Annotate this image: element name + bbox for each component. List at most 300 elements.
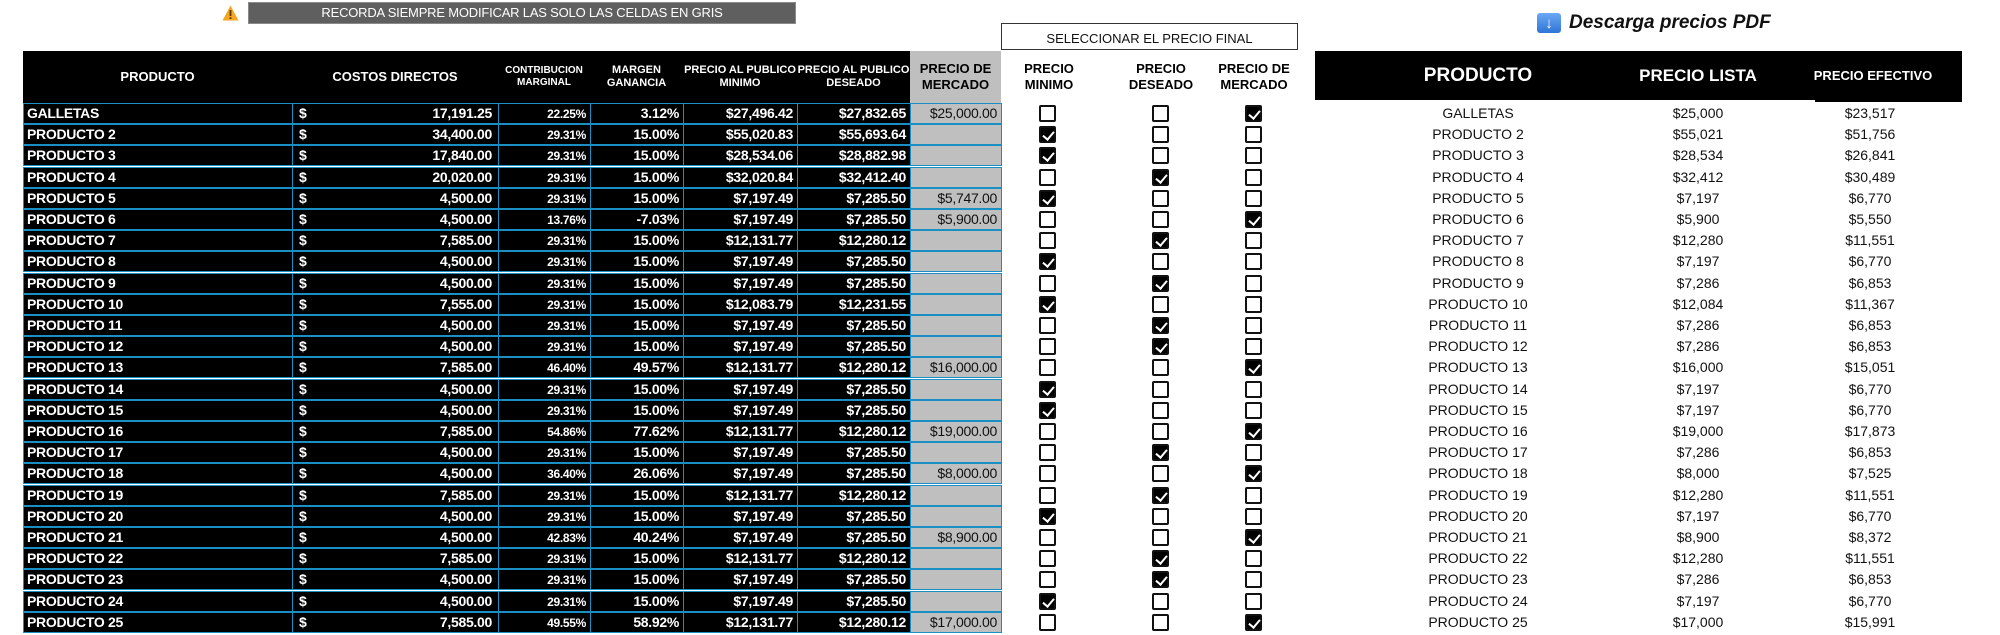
cell-producto: PRODUCTO 9	[23, 273, 293, 294]
price-list-precio-lista: $12,280	[1672, 486, 1724, 503]
price-list-producto: PRODUCTO 5	[1432, 189, 1524, 206]
select-final-price-title: SELECCIONAR EL PRECIO FINAL	[1001, 23, 1298, 50]
cost-amount: 4,500.00	[439, 211, 492, 227]
cell-precio-deseado: $7,285.50	[797, 251, 911, 272]
cell-producto: PRODUCTO 12	[23, 336, 293, 357]
cost-amount: 17,840.00	[432, 147, 492, 164]
price-list-precio-efectivo: $6,853	[1848, 317, 1892, 333]
cell-precio-deseado: $12,280.12	[797, 485, 911, 506]
price-list-producto: PRODUCTO 6	[1432, 211, 1524, 227]
currency-symbol: $	[299, 105, 307, 121]
currency-symbol: $	[299, 189, 307, 206]
price-list-precio-lista: $12,280	[1672, 232, 1724, 249]
cell-contribucion: 29.31%	[498, 336, 591, 357]
price-list-precio-efectivo: $6,770	[1848, 401, 1892, 418]
cost-amount: 7,585.00	[439, 423, 492, 439]
cell-producto: GALLETAS	[23, 103, 293, 124]
cell-producto: PRODUCTO 17	[23, 442, 293, 463]
price-list-row	[0, 273, 2000, 294]
price-list-producto: PRODUCTO 11	[1428, 317, 1528, 333]
cell-precio-mercado[interactable]: $8,000.00	[910, 463, 1002, 484]
price-list-row	[0, 485, 2000, 506]
cell-precio-deseado: $7,285.50	[797, 463, 911, 484]
cell-contribucion: 36.40%	[498, 463, 591, 484]
cell-precio-deseado: $12,280.12	[797, 230, 911, 251]
cell-margen: 3.12%	[590, 103, 684, 124]
price-list-precio-efectivo: $6,770	[1848, 189, 1892, 206]
header-sel-precio-minimo: PRECIO MINIMO	[1024, 61, 1074, 92]
cell-contribucion: 29.31%	[498, 485, 591, 506]
price-list-row	[0, 251, 2000, 272]
price-list-row	[0, 188, 2000, 209]
cell-precio-deseado: $7,285.50	[797, 336, 911, 357]
cell-precio-minimo: $12,083.79	[683, 294, 798, 315]
price-list-row	[0, 463, 2000, 484]
cell-producto: PRODUCTO 7	[23, 230, 293, 251]
price-list-row	[0, 527, 2000, 548]
cell-contribucion: 13.76%	[498, 209, 591, 230]
price-list-precio-efectivo: $6,853	[1848, 338, 1892, 355]
cell-contribucion: 29.31%	[498, 569, 591, 590]
price-list-producto: PRODUCTO 8	[1432, 253, 1524, 270]
price-list-producto: PRODUCTO 16	[1428, 423, 1528, 439]
cell-margen: 15.00%	[590, 251, 684, 272]
price-list-precio-efectivo: $8,372	[1848, 529, 1892, 545]
price-list-precio-lista: $7,197	[1676, 189, 1720, 206]
price-list-row	[0, 379, 2000, 400]
price-list-row	[0, 591, 2000, 612]
header-sel-precio-mercado: PRECIO DE MERCADO	[1218, 61, 1290, 92]
cell-producto: PRODUCTO 2	[23, 124, 293, 145]
cell-precio-deseado: $7,285.50	[797, 506, 911, 527]
price-list-precio-lista: $7,197	[1676, 401, 1720, 418]
cell-margen: 15.00%	[590, 548, 684, 569]
cell-precio-deseado: $32,412.40	[797, 167, 911, 188]
cell-producto: PRODUCTO 16	[23, 421, 293, 442]
cell-producto: PRODUCTO 24	[23, 591, 293, 612]
cost-amount: 7,585.00	[439, 613, 492, 630]
cost-amount: 7,585.00	[439, 232, 492, 249]
cell-precio-minimo: $7,197.49	[683, 527, 798, 548]
header-margen-ganancia: MARGEN GANANCIA	[606, 63, 667, 89]
price-list-precio-efectivo: $30,489	[1844, 168, 1896, 185]
price-list-producto: PRODUCTO 24	[1428, 592, 1528, 609]
cell-precio-deseado: $55,693.64	[797, 124, 911, 145]
currency-symbol: $	[299, 401, 307, 418]
price-list-producto: PRODUCTO 12	[1428, 338, 1528, 355]
price-list-precio-lista: $19,000	[1672, 423, 1724, 439]
cell-precio-deseado: $12,280.12	[797, 357, 911, 378]
price-list-precio-efectivo: $6,853	[1848, 444, 1892, 461]
cell-margen: -7.03%	[590, 209, 684, 230]
price-list-producto: PRODUCTO 20	[1428, 507, 1528, 524]
cell-precio-minimo: $7,197.49	[683, 188, 798, 209]
cost-amount: 34,400.00	[432, 126, 492, 143]
cell-precio-minimo: $32,020.84	[683, 167, 798, 188]
cost-amount: 4,500.00	[439, 380, 492, 397]
cell-precio-deseado: $12,231.55	[797, 294, 911, 315]
price-list-row	[0, 442, 2000, 463]
price-list-precio-lista: $7,197	[1676, 380, 1720, 397]
cell-contribucion: 29.31%	[498, 294, 591, 315]
cell-margen: 15.00%	[590, 188, 684, 209]
price-list-row	[0, 294, 2000, 315]
cost-amount: 4,500.00	[439, 592, 492, 609]
cell-contribucion: 54.86%	[498, 421, 591, 442]
price-list-row	[0, 230, 2000, 251]
currency-symbol: $	[299, 338, 307, 355]
cell-producto: PRODUCTO 6	[23, 209, 293, 230]
cell-contribucion: 29.31%	[498, 442, 591, 463]
cell-producto: PRODUCTO 18	[23, 463, 293, 484]
price-list-row	[0, 612, 2000, 633]
cell-margen: 15.00%	[590, 442, 684, 463]
price-list-producto: PRODUCTO 9	[1432, 274, 1524, 291]
price-list-precio-lista: $7,197	[1676, 253, 1720, 270]
price-list-precio-lista: $17,000	[1672, 613, 1724, 630]
price-list-precio-efectivo: $11,551	[1845, 486, 1895, 503]
cell-precio-minimo: $7,197.49	[683, 506, 798, 527]
price-list-precio-efectivo: $11,367	[1845, 295, 1895, 312]
price-list-row	[0, 315, 2000, 336]
cell-precio-deseado: $7,285.50	[797, 273, 911, 294]
cell-precio-deseado: $28,882.98	[797, 145, 911, 166]
cost-amount: 17,191.25	[432, 105, 492, 121]
cell-producto: PRODUCTO 5	[23, 188, 293, 209]
cell-precio-minimo: $7,197.49	[683, 273, 798, 294]
price-list-precio-lista: $5,900	[1676, 211, 1720, 227]
cell-precio-deseado: $7,285.50	[797, 442, 911, 463]
cell-precio-mercado[interactable]: $19,000.00	[910, 421, 1002, 442]
header-sel-precio-deseado: PRECIO DESEADO	[1128, 61, 1194, 92]
header-contribucion-marginal: CONTRIBUCION MARGINAL	[505, 65, 583, 88]
price-list-row	[0, 548, 2000, 569]
warning-triangle-icon	[222, 5, 239, 21]
cell-precio-mercado[interactable]: $17,000.00	[910, 612, 1002, 633]
currency-symbol: $	[299, 444, 307, 461]
cost-amount: 4,500.00	[439, 317, 492, 333]
cell-precio-deseado: $7,285.50	[797, 379, 911, 400]
price-list-precio-efectivo: $6,770	[1848, 380, 1892, 397]
price-list-row	[0, 124, 2000, 145]
cell-precio-minimo: $7,197.49	[683, 251, 798, 272]
currency-symbol: $	[299, 571, 307, 588]
cell-contribucion: 29.31%	[498, 124, 591, 145]
cell-producto: PRODUCTO 3	[23, 145, 293, 166]
cell-precio-minimo: $55,020.83	[683, 124, 798, 145]
cell-precio-deseado: $12,280.12	[797, 612, 911, 633]
cell-contribucion: 29.31%	[498, 506, 591, 527]
cell-margen: 77.62%	[590, 421, 684, 442]
price-list-row	[0, 400, 2000, 421]
price-list-producto: PRODUCTO 2	[1432, 126, 1524, 143]
cell-precio-minimo: $12,131.77	[683, 357, 798, 378]
cell-contribucion: 42.83%	[498, 527, 591, 548]
warning-banner: RECORDA SIEMPRE MODIFICAR LAS SOLO LAS CELDAS EN GRIS	[248, 2, 796, 24]
currency-symbol: $	[299, 465, 307, 482]
cell-precio-minimo: $27,496.42	[683, 103, 798, 124]
price-list-precio-efectivo: $6,770	[1848, 253, 1892, 270]
cell-margen: 15.00%	[590, 294, 684, 315]
cell-precio-deseado: $12,280.12	[797, 548, 911, 569]
header-precio-publico-deseado: PRECIO AL PUBLICO DESEADO	[797, 63, 910, 89]
price-list-precio-lista: $7,197	[1676, 507, 1720, 524]
currency-symbol: $	[299, 232, 307, 249]
cell-precio-deseado: $7,285.50	[797, 209, 911, 230]
cost-amount: 4,500.00	[439, 529, 492, 545]
header-precio-mercado: PRECIO DE MERCADO	[910, 51, 1001, 103]
currency-symbol: $	[299, 359, 307, 376]
price-list-header-precio-efectivo: PRECIO EFECTIVO	[1813, 68, 1933, 83]
cell-contribucion: 29.31%	[498, 188, 591, 209]
price-list-precio-efectivo: $15,051	[1844, 359, 1896, 376]
cell-producto: PRODUCTO 25	[23, 612, 293, 633]
price-list-producto: GALLETAS	[1442, 105, 1514, 121]
price-list-producto: PRODUCTO 4	[1432, 168, 1524, 185]
price-list-precio-efectivo: $5,550	[1848, 211, 1892, 227]
price-list-precio-lista: $7,197	[1676, 592, 1720, 609]
price-list-producto: PRODUCTO 19	[1428, 486, 1528, 503]
cell-precio-mercado[interactable]: $16,000.00	[910, 357, 1002, 378]
cell-contribucion: 29.31%	[498, 379, 591, 400]
cell-precio-minimo: $28,534.06	[683, 145, 798, 166]
cell-precio-deseado: $7,285.50	[797, 591, 911, 612]
cell-producto: PRODUCTO 14	[23, 379, 293, 400]
cell-precio-deseado: $12,280.12	[797, 421, 911, 442]
currency-symbol: $	[299, 274, 307, 291]
cell-margen: 15.00%	[590, 506, 684, 527]
cell-precio-minimo: $7,197.49	[683, 463, 798, 484]
currency-symbol: $	[299, 168, 307, 185]
cell-precio-deseado: $7,285.50	[797, 569, 911, 590]
currency-symbol: $	[299, 317, 307, 333]
cost-amount: 4,500.00	[439, 274, 492, 291]
cell-producto: PRODUCTO 23	[23, 569, 293, 590]
cell-contribucion: 29.31%	[498, 273, 591, 294]
cell-precio-minimo: $12,131.77	[683, 612, 798, 633]
cell-margen: 15.00%	[590, 485, 684, 506]
price-list-precio-lista: $7,286	[1676, 338, 1720, 355]
cell-precio-mercado[interactable]: $8,900.00	[910, 527, 1002, 548]
price-list-producto: PRODUCTO 7	[1432, 232, 1524, 249]
price-list-row	[0, 103, 2000, 124]
price-list-precio-lista: $7,286	[1676, 571, 1720, 588]
price-list-producto: PRODUCTO 23	[1428, 571, 1528, 588]
currency-symbol: $	[299, 380, 307, 397]
cost-amount: 4,500.00	[439, 401, 492, 418]
cell-precio-deseado: $7,285.50	[797, 315, 911, 336]
cost-amount: 4,500.00	[439, 253, 492, 270]
price-list-row	[0, 569, 2000, 590]
cell-producto: PRODUCTO 21	[23, 527, 293, 548]
cost-amount: 4,500.00	[439, 338, 492, 355]
price-list-precio-efectivo: $11,551	[1845, 232, 1895, 249]
cell-precio-deseado: $27,832.65	[797, 103, 911, 124]
cost-amount: 7,555.00	[439, 295, 492, 312]
cell-margen: 15.00%	[590, 273, 684, 294]
price-list-header-precio-lista: PRECIO LISTA	[1639, 65, 1757, 85]
price-list-row	[0, 421, 2000, 442]
price-list-precio-efectivo: $7,525	[1848, 465, 1892, 482]
cell-contribucion: 49.55%	[498, 612, 591, 633]
price-list-row	[0, 357, 2000, 378]
price-list-producto: PRODUCTO 14	[1428, 380, 1528, 397]
cell-contribucion: 22.25%	[498, 103, 591, 124]
price-list-precio-lista: $7,286	[1676, 274, 1720, 291]
cell-contribucion: 29.31%	[498, 315, 591, 336]
currency-symbol: $	[299, 550, 307, 567]
cell-precio-minimo: $7,197.49	[683, 209, 798, 230]
price-list-precio-efectivo: $6,853	[1848, 274, 1892, 291]
cell-precio-minimo: $7,197.49	[683, 442, 798, 463]
price-list-precio-lista: $12,280	[1672, 550, 1724, 567]
cell-precio-minimo: $7,197.49	[683, 591, 798, 612]
price-list-precio-lista: $25,000	[1672, 105, 1724, 121]
price-list-producto: PRODUCTO 22	[1428, 550, 1528, 567]
cell-contribucion: 29.31%	[498, 400, 591, 421]
cell-contribucion: 29.31%	[498, 145, 591, 166]
cost-amount: 4,500.00	[439, 571, 492, 588]
download-arrow-icon: ↓	[1537, 13, 1561, 33]
cell-contribucion: 29.31%	[498, 548, 591, 569]
cost-amount: 7,585.00	[439, 550, 492, 567]
cell-margen: 15.00%	[590, 230, 684, 251]
cost-amount: 7,585.00	[439, 359, 492, 376]
header-costos-directos: COSTOS DIRECTOS	[332, 69, 458, 85]
cell-precio-minimo: $7,197.49	[683, 379, 798, 400]
price-list-row	[0, 506, 2000, 527]
cell-producto: PRODUCTO 22	[23, 548, 293, 569]
currency-symbol: $	[299, 592, 307, 609]
cell-margen: 15.00%	[590, 400, 684, 421]
cell-contribucion: 29.31%	[498, 230, 591, 251]
price-list-row	[0, 145, 2000, 166]
currency-symbol: $	[299, 507, 307, 524]
price-list-producto: PRODUCTO 25	[1428, 613, 1528, 630]
price-list-row	[0, 336, 2000, 357]
price-list-precio-efectivo: $17,873	[1844, 423, 1896, 439]
cost-amount: 4,500.00	[439, 189, 492, 206]
cell-margen: 15.00%	[590, 315, 684, 336]
cell-precio-mercado[interactable]: $5,747.00	[910, 188, 1002, 209]
price-list-precio-lista: $8,000	[1676, 465, 1720, 482]
price-list-precio-efectivo: $11,551	[1845, 550, 1895, 567]
price-list-producto: PRODUCTO 10	[1428, 295, 1528, 312]
cell-contribucion: 46.40%	[498, 357, 591, 378]
cell-precio-minimo: $7,197.49	[683, 336, 798, 357]
price-list-row	[0, 167, 2000, 188]
price-list-producto: PRODUCTO 21	[1428, 529, 1528, 545]
price-list-producto: PRODUCTO 13	[1428, 359, 1528, 376]
cell-margen: 40.24%	[590, 527, 684, 548]
download-pdf-button[interactable]	[1537, 12, 1771, 34]
cell-precio-minimo: $7,197.49	[683, 315, 798, 336]
cell-margen: 15.00%	[590, 591, 684, 612]
cost-amount: 4,500.00	[439, 465, 492, 482]
header-precio-publico-minimo: PRECIO AL PUBLICO MINIMO	[684, 63, 796, 89]
price-list-precio-lista: $16,000	[1672, 359, 1724, 376]
cell-contribucion: 29.31%	[498, 251, 591, 272]
cell-producto: PRODUCTO 4	[23, 167, 293, 188]
cell-margen: 15.00%	[590, 379, 684, 400]
price-list-precio-lista: $7,286	[1676, 444, 1720, 461]
cell-margen: 26.06%	[590, 463, 684, 484]
cell-precio-minimo: $12,131.77	[683, 485, 798, 506]
cell-producto: PRODUCTO 15	[23, 400, 293, 421]
cell-producto: PRODUCTO 20	[23, 506, 293, 527]
cost-amount: 20,020.00	[432, 168, 492, 185]
cell-precio-minimo: $12,131.77	[683, 548, 798, 569]
currency-symbol: $	[299, 253, 307, 270]
cell-producto: PRODUCTO 19	[23, 485, 293, 506]
cell-precio-minimo: $7,197.49	[683, 400, 798, 421]
price-list-producto: PRODUCTO 18	[1428, 465, 1528, 482]
cost-amount: 4,500.00	[439, 444, 492, 461]
currency-symbol: $	[299, 423, 307, 439]
cell-margen: 58.92%	[590, 612, 684, 633]
currency-symbol: $	[299, 126, 307, 143]
cell-margen: 15.00%	[590, 167, 684, 188]
cell-margen: 15.00%	[590, 124, 684, 145]
cell-precio-minimo: $12,131.77	[683, 421, 798, 442]
download-pdf-label: Descarga precios PDF	[1569, 12, 1771, 33]
price-list-precio-lista: $28,534	[1672, 147, 1724, 164]
cell-producto: PRODUCTO 10	[23, 294, 293, 315]
price-list-precio-efectivo: $6,770	[1848, 592, 1892, 609]
cell-precio-mercado[interactable]: $5,900.00	[910, 209, 1002, 230]
currency-symbol: $	[299, 486, 307, 503]
cell-margen: 15.00%	[590, 145, 684, 166]
currency-symbol: $	[299, 613, 307, 630]
cost-amount: 4,500.00	[439, 507, 492, 524]
price-list-producto: PRODUCTO 15	[1428, 401, 1528, 418]
cell-precio-deseado: $7,285.50	[797, 188, 911, 209]
cell-precio-deseado: $7,285.50	[797, 527, 911, 548]
cell-precio-mercado[interactable]: $25,000.00	[910, 103, 1002, 124]
price-list-precio-lista: $12,084	[1672, 295, 1724, 312]
price-list-producto: PRODUCTO 17	[1428, 444, 1528, 461]
price-list-row	[0, 209, 2000, 230]
cell-margen: 49.57%	[590, 357, 684, 378]
price-list-precio-lista: $55,021	[1672, 126, 1724, 143]
price-list-header-producto: PRODUCTO	[1423, 64, 1533, 86]
currency-symbol: $	[299, 529, 307, 545]
currency-symbol: $	[299, 295, 307, 312]
price-list-precio-lista: $7,286	[1676, 317, 1720, 333]
cell-margen: 15.00%	[590, 569, 684, 590]
price-list-precio-efectivo: $6,853	[1848, 571, 1892, 588]
cell-precio-deseado: $7,285.50	[797, 400, 911, 421]
cell-producto: PRODUCTO 8	[23, 251, 293, 272]
price-list-precio-efectivo: $23,517	[1844, 105, 1896, 121]
price-list-precio-efectivo: $6,770	[1848, 507, 1892, 524]
cell-contribucion: 29.31%	[498, 167, 591, 188]
price-list-precio-efectivo: $15,991	[1844, 613, 1896, 630]
cell-producto: PRODUCTO 13	[23, 357, 293, 378]
currency-symbol: $	[299, 147, 307, 164]
price-list-precio-efectivo: $26,841	[1844, 147, 1896, 164]
cell-precio-minimo: $12,131.77	[683, 230, 798, 251]
price-list-precio-lista: $8,900	[1676, 529, 1720, 545]
cell-margen: 15.00%	[590, 336, 684, 357]
cell-producto: PRODUCTO 11	[23, 315, 293, 336]
price-list-precio-lista: $32,412	[1672, 168, 1724, 185]
price-list-producto: PRODUCTO 3	[1432, 147, 1524, 164]
header-producto: PRODUCTO	[120, 69, 195, 85]
cell-contribucion: 29.31%	[498, 591, 591, 612]
currency-symbol: $	[299, 211, 307, 227]
cell-precio-minimo: $7,197.49	[683, 569, 798, 590]
